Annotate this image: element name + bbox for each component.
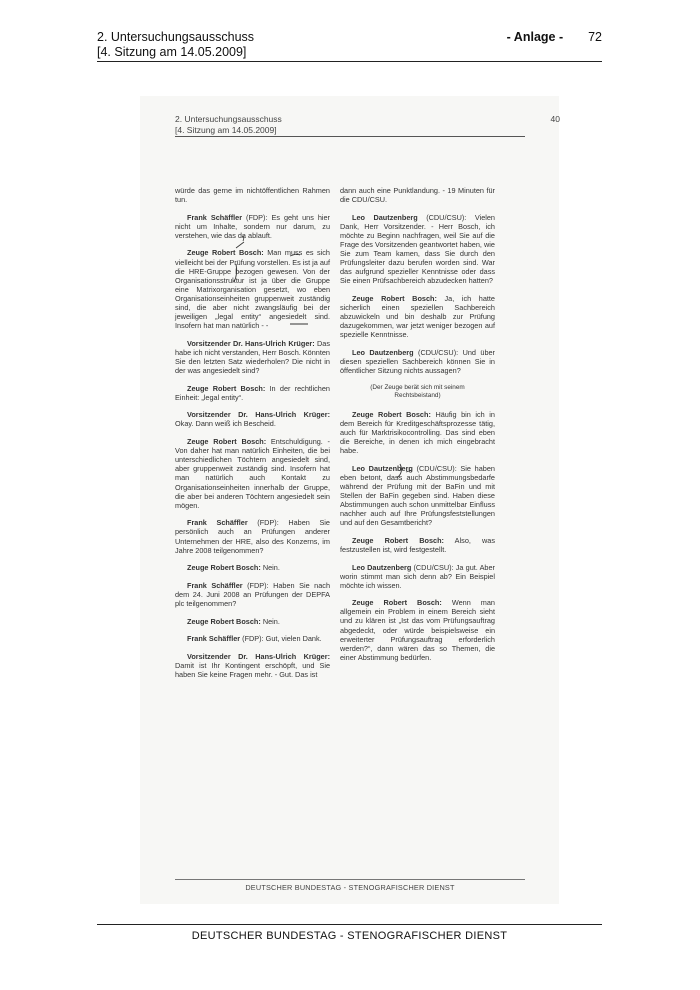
transcript-paragraph xyxy=(175,652,330,679)
speaker-name: Vorsitzender Dr. Hans-Ulrich Krüger: xyxy=(187,410,330,420)
scan-header xyxy=(175,114,560,136)
speaker-name: Frank Schäffler xyxy=(187,518,248,528)
speech-text: dann auch eine Punktlandung. - 19 Minuten für die CDU/CSU. xyxy=(340,186,495,205)
transcript-paragraph xyxy=(340,294,495,339)
speaker-name: Zeuge Robert Bosch: xyxy=(352,293,437,303)
annex-label: - Anlage - xyxy=(506,30,564,44)
speech-text: Nein. xyxy=(260,563,280,573)
committee-title: 2. Untersuchungsausschuss xyxy=(97,30,255,44)
speech-text: Okay. Dann weiß ich Bescheid. xyxy=(175,419,276,429)
transcript-paragraph xyxy=(175,410,330,428)
scan-footer-rule xyxy=(175,879,525,880)
header-rule xyxy=(97,61,602,62)
speech-text: (FDP): Haben Sie persönlich auch an Prüfungen anderer Unternehmen der HRE, also des Konzerns, im Jahre 2008 teilgenommen? xyxy=(175,518,330,555)
speech-text: Damit ist Ihr Kontingent erschöpft, und Sie haben Sie keine Fragen mehr. - Gut. Das ist xyxy=(175,660,330,679)
speaker-name: Frank Schäffler xyxy=(187,634,241,644)
transcript-paragraph xyxy=(340,598,495,662)
speech-text: Nein. xyxy=(260,616,280,626)
speech-text: (FDP): Haben Sie nach dem 24. Juni 2008 an Prüfungen der DEPFA plc teilgenommen? xyxy=(175,580,330,608)
speech-text: Wenn man allgemein ein Problem in einem Bereich sieht und zu klären ist „Ist das vom Prüfungsauftrag abgedeckt, oder würde beispielsweise ein erweiterter Prüfungsauftrag erforderlich werden?“, dann wären das so Themen, die einer Abstimmung bedürfen. xyxy=(340,598,495,662)
speaker-name: Frank Schäffler xyxy=(187,212,243,222)
page-footer: DEUTSCHER BUNDESTAG - STENOGRAFISCHER DIENST xyxy=(191,930,508,942)
transcript-paragraph xyxy=(175,437,330,510)
footer-rule xyxy=(97,924,602,925)
speech-text: (CDU/CSU): Und über diesen speziellen Sachbereich können Sie in öffentlicher Sitzung nichts aussagen? xyxy=(340,347,495,376)
transcript-paragraph xyxy=(175,617,330,626)
speaker-name: Zeuge Robert Bosch: xyxy=(352,598,442,608)
speaker-name: Frank Schäffler xyxy=(187,580,243,590)
transcript-right-column xyxy=(340,186,495,670)
speaker-name: Leo Dautzenberg xyxy=(352,212,418,222)
transcript-paragraph xyxy=(175,248,330,330)
scan-header-rule xyxy=(175,136,525,137)
transcript-paragraph xyxy=(175,186,330,204)
transcript-paragraph xyxy=(340,536,495,554)
scan-session: [4. Sitzung am 14.05.2009] xyxy=(175,125,277,135)
scan-committee: 2. Untersuchungsausschuss xyxy=(175,114,282,124)
speech-text: Ja, ich hatte sicherlich einen speziellen Sachbereich abzuwickeln und bin deshalb zur Prüfung dazugekommen, war jetzt weniger bezogen auf spezielle Kenntnisse. xyxy=(340,293,495,340)
speaker-name: Zeuge Robert Bosch: xyxy=(187,383,266,393)
speaker-name: Zeuge Robert Bosch: xyxy=(187,248,264,258)
transcript-paragraph xyxy=(340,563,495,590)
page-number: 72 xyxy=(588,30,602,44)
speaker-name: Leo Dautzenberg xyxy=(352,347,414,357)
transcript-paragraph xyxy=(340,213,495,286)
page-header xyxy=(97,30,602,60)
speaker-name: Leo Dautzenberg xyxy=(352,463,413,473)
speaker-name: Zeuge Robert Bosch: xyxy=(352,409,431,419)
speech-text: Das habe ich nicht verstanden, Herr Bosch. Könnten Sie den letzten Satz wiederholen? Die nicht in der was angesiedelt sind? xyxy=(175,338,330,376)
speech-text: würde das gerne im nichtöffentlichen Rahmen tun. xyxy=(175,186,330,205)
scan-footer: DEUTSCHER BUNDESTAG - STENOGRAFISCHER DIENST xyxy=(245,883,455,892)
speech-text: Man muss es sich vielleicht bei der Prüfung vorstellen. Es ist ja auf die HRE-Gruppe bezogen gewesen. Von der Organisationsstruktur ist ja über die Gruppe eine Matrixorganisation gesetzt, wo eben Organisationseinheiten gruppenweit zuständig sind, die aber nicht zwangsläufig bei der jeweiligen „legal entity“ angesiedelt sind. Insofern hat man natürlich - - xyxy=(175,248,330,331)
speaker-name: Vorsitzender Dr. Hans-Ulrich Krüger: xyxy=(187,651,330,661)
transcript-paragraph xyxy=(340,410,495,455)
transcript-paragraph xyxy=(175,634,330,643)
transcript-paragraph xyxy=(175,581,330,608)
scan-page-number: 40 xyxy=(550,114,560,124)
speaker-name: Vorsitzender Dr. Hans-Ulrich Krüger: xyxy=(187,338,315,348)
scanned-page xyxy=(140,96,559,904)
transcript-paragraph xyxy=(175,518,330,554)
transcript-paragraph xyxy=(175,339,330,375)
session-label: [4. Sitzung am 14.05.2009] xyxy=(97,45,247,59)
transcript-paragraph xyxy=(340,186,495,204)
speech-text: (CDU/CSU): Ja gut. Aber worin stimmt man sich denn ab? Ein Beispiel möchte ich wissen. xyxy=(340,562,495,590)
speech-text: Häufig bin ich in dem Bereich für Kreditgeschäftsprozesse tätig, auch für Marktrisikocontrolling. Das sind eben die Bereiche, in denen ich mich eingebracht habe. xyxy=(340,409,495,456)
transcript-paragraph xyxy=(175,563,330,572)
speaker-name: Zeuge Robert Bosch: xyxy=(352,535,444,545)
speaker-name: Zeuge Robert Bosch: xyxy=(187,437,267,447)
speech-text: (CDU/CSU): Sie haben eben betont, dass auch Abstimmungsbedarfe während der Prüfung mit der BaFin und mit Stellen der BaFin gegeben sind. Haben diese Abstimmungen auch schon unmittelbar Einfluss nachher auch auf Ihre Prüfungsfeststellungen und auf den Gesamtbericht? xyxy=(340,463,495,528)
transcript-paragraph xyxy=(175,213,330,240)
speaker-name: Zeuge Robert Bosch: xyxy=(187,563,261,573)
stage-direction: (Der Zeuge berät sich mit seinem Rechtsbeistand) xyxy=(370,383,465,399)
speaker-name: Zeuge Robert Bosch: xyxy=(187,616,261,626)
transcript-left-column xyxy=(175,186,330,688)
transcript-paragraph xyxy=(340,464,495,528)
transcript-paragraph xyxy=(340,348,495,375)
speech-text: (CDU/CSU): Vielen Dank, Herr Vorsitzender. - Herr Bosch, ich möchte zu Beginn nachfragen, weil Sie auf die Frage des Vorsitzenden geantwortet haben, wie Sie zum Team kamen, dass Sie durch den Prüfungsleiter dazu berufen worden sind. War das aufgrund spezieller Kenntnisse oder dass Sie einen Prüfsachbereich abzudecken hatten? xyxy=(340,212,495,286)
speech-text: (FDP): Gut, vielen Dank. xyxy=(240,634,322,644)
speech-text: Also, was festzustellen ist, wird festgestellt. xyxy=(340,535,495,554)
speaker-name: Leo Dautzenberg xyxy=(352,562,412,572)
speech-text: (FDP): Es geht uns hier nicht um Inhalte, sondern nur darum, zu verstehen, wie das da ablauft. xyxy=(175,212,330,240)
transcript-paragraph xyxy=(175,384,330,402)
speech-text: Entschuldigung. - Von daher hat man natürlich Einheiten, die bei unterschiedlichen Töchtern angesiedelt sind, aber gruppenweit zuständig sind. Insofern hat man natürlich auch Kontakt zu Organisationseinheiten innerhalb der Gruppe, die aber bei anderen Töchtern angesiedelt sein mögen. xyxy=(175,437,330,510)
speech-text: In der rechtlichen Einheit: „legal entity“. xyxy=(175,383,330,402)
